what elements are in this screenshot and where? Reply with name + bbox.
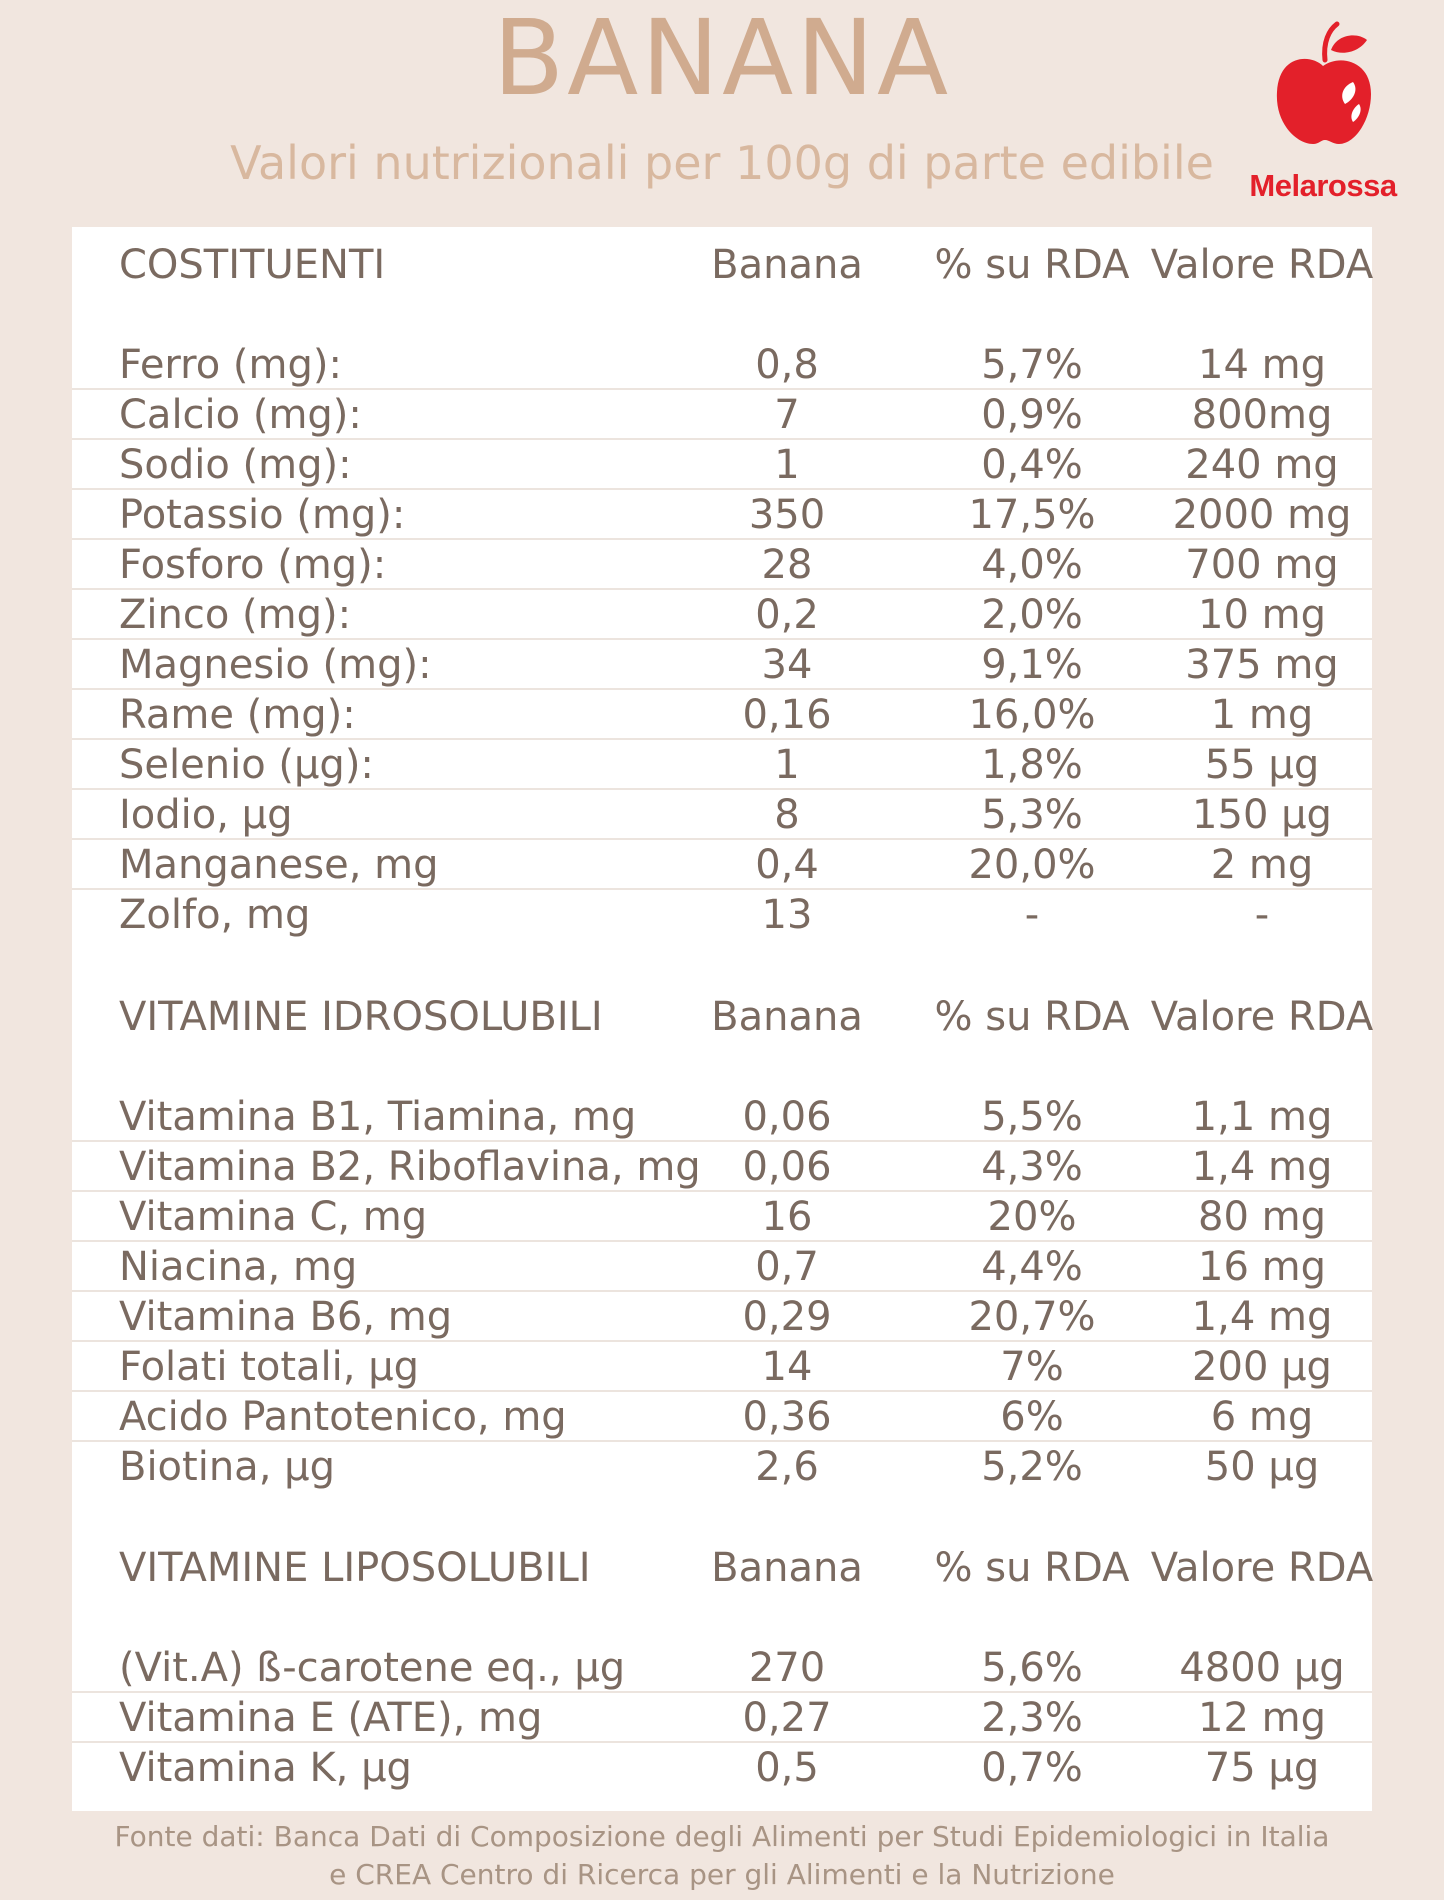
table-row [72, 790, 1372, 840]
nutrient-amount: 0,5 [755, 1745, 819, 1791]
nutrient-name: Fosforo (mg): [119, 542, 387, 588]
nutrient-rda-percent: 5,5% [981, 1094, 1083, 1140]
nutrient-name: Niacina, mg [119, 1244, 358, 1290]
nutrient-rda-value: 4800 µg [1179, 1645, 1345, 1691]
nutrient-name: Sodio (mg): [119, 442, 352, 488]
nutrient-name: Vitamina K, µg [119, 1745, 412, 1791]
table-row [72, 1342, 1372, 1392]
nutrient-amount: 0,06 [742, 1144, 832, 1190]
nutrient-rda-percent: 0,9% [981, 392, 1083, 438]
table-row [72, 1192, 1372, 1242]
nutrient-amount: 7 [774, 392, 800, 438]
nutrient-rda-percent: 20,7% [968, 1294, 1096, 1340]
nutrient-rda-value: 75 µg [1204, 1745, 1320, 1791]
column-header-banana: Banana [711, 242, 863, 288]
nutrient-amount: 0,16 [742, 692, 832, 738]
nutrient-amount: 0,2 [755, 592, 819, 638]
table-row [72, 740, 1372, 790]
nutrient-amount: 1 [774, 442, 800, 488]
nutrient-rda-value: 14 mg [1198, 342, 1326, 388]
nutrient-amount: 16 [761, 1194, 813, 1240]
nutrient-amount: 0,27 [742, 1695, 832, 1741]
nutrient-rda-percent: 4,3% [981, 1144, 1083, 1190]
nutrient-amount: 13 [761, 892, 813, 938]
nutrient-rda-percent: 16,0% [968, 692, 1096, 738]
table-row [72, 490, 1372, 540]
nutrient-name: Rame (mg): [119, 692, 356, 738]
nutrient-name: Calcio (mg): [119, 392, 362, 438]
nutrient-amount: 270 [748, 1645, 826, 1691]
column-header-rda-percent: % su RDA [934, 994, 1130, 1040]
table-row [72, 1392, 1372, 1442]
column-header-banana: Banana [711, 994, 863, 1040]
nutrient-rda-value: 2000 mg [1172, 492, 1352, 538]
nutrient-name: Manganese, mg [119, 842, 439, 888]
nutrient-name: Vitamina C, mg [119, 1194, 428, 1240]
nutrient-name: Vitamina B1, Tiamina, mg [119, 1094, 637, 1140]
nutrient-rda-percent: 7% [1000, 1344, 1064, 1390]
column-header-banana: Banana [711, 1545, 863, 1591]
nutrient-amount: 8 [774, 792, 800, 838]
table-row [72, 1142, 1372, 1192]
nutrient-amount: 1 [774, 742, 800, 788]
source-line-2: e CREA Centro di Ricerca per gli Alimenti e la Nutrizione [329, 1858, 1115, 1891]
nutrient-name: Biotina, µg [119, 1444, 335, 1490]
nutrient-rda-value: 800mg [1191, 392, 1333, 438]
nutrient-amount: 0,06 [742, 1094, 832, 1140]
source-line-1: Fonte dati: Banca Dati di Composizione degli Alimenti per Studi Epidemiologici in Italia [114, 1820, 1330, 1853]
apple-icon [1273, 20, 1373, 160]
nutrient-rda-percent: 0,7% [981, 1745, 1083, 1791]
nutrient-rda-percent: 5,2% [981, 1444, 1083, 1490]
table-row [72, 540, 1372, 590]
nutrient-rda-value: 55 µg [1204, 742, 1320, 788]
nutrient-rda-percent: 5,7% [981, 342, 1083, 388]
nutrient-rda-value: 240 mg [1185, 442, 1339, 488]
nutrient-rda-percent: - [1024, 892, 1040, 938]
nutrient-rda-value: - [1254, 892, 1270, 938]
table-row [72, 1092, 1372, 1142]
nutrient-amount: 0,7 [755, 1244, 819, 1290]
nutrient-amount: 2,6 [755, 1444, 819, 1490]
nutrient-rda-value: 10 mg [1198, 592, 1326, 638]
nutrient-name: Zolfo, mg [119, 892, 311, 938]
nutrient-rda-percent: 2,0% [981, 592, 1083, 638]
table-row [72, 1292, 1372, 1342]
nutrient-amount: 14 [761, 1344, 813, 1390]
column-header-name: COSTITUENTI [119, 242, 386, 288]
nutrient-rda-percent: 20% [987, 1194, 1077, 1240]
nutrient-amount: 28 [761, 542, 813, 588]
nutrient-amount: 0,29 [742, 1294, 832, 1340]
nutrient-rda-percent: 2,3% [981, 1695, 1083, 1741]
nutrient-rda-percent: 6% [1000, 1394, 1064, 1440]
nutrient-rda-value: 1,4 mg [1191, 1294, 1333, 1340]
column-header-rda-percent: % su RDA [934, 1545, 1130, 1591]
table-row [72, 1693, 1372, 1743]
column-header-rda-value: Valore RDA [1150, 994, 1374, 1040]
brand-name: Melarossa [1249, 168, 1397, 203]
nutrient-name: Potassio (mg): [119, 492, 406, 538]
nutrient-rda-percent: 4,0% [981, 542, 1083, 588]
table-row [72, 440, 1372, 490]
nutrient-rda-value: 375 mg [1185, 642, 1339, 688]
nutrient-name: Vitamina B6, mg [119, 1294, 453, 1340]
nutrient-rda-value: 150 µg [1192, 792, 1332, 838]
nutrient-name: Ferro (mg): [119, 342, 342, 388]
table-row [72, 840, 1372, 890]
nutrient-rda-value: 80 mg [1198, 1194, 1326, 1240]
table-row [72, 1643, 1372, 1693]
nutrient-name: Iodio, µg [119, 792, 293, 838]
nutrient-rda-value: 1,1 mg [1191, 1094, 1333, 1140]
nutrient-rda-value: 700 mg [1185, 542, 1339, 588]
table-row [72, 640, 1372, 690]
table-row [72, 340, 1372, 390]
nutrient-amount: 0,4 [755, 842, 819, 888]
page-subtitle: Valori nutrizionali per 100g di parte edibile [230, 136, 1214, 190]
nutrient-rda-value: 1 mg [1210, 692, 1314, 738]
nutrient-amount: 0,8 [755, 342, 819, 388]
section-header-costituenti [72, 240, 1372, 290]
column-header-rda-percent: % su RDA [934, 242, 1130, 288]
column-header-name: VITAMINE IDROSOLUBILI [119, 994, 603, 1040]
nutrient-name: Acido Pantotenico, mg [119, 1394, 567, 1440]
nutrient-rda-value: 6 mg [1210, 1394, 1314, 1440]
table-row [72, 390, 1372, 440]
nutrient-rda-percent: 9,1% [981, 642, 1083, 688]
nutrition-table [72, 227, 1372, 1811]
nutrient-rda-value: 12 mg [1198, 1695, 1326, 1741]
nutrient-name: Zinco (mg): [119, 592, 352, 638]
nutrient-name: Folati totali, µg [119, 1344, 420, 1390]
nutrient-rda-percent: 4,4% [981, 1244, 1083, 1290]
nutrient-rda-percent: 20,0% [968, 842, 1096, 888]
column-header-rda-value: Valore RDA [1150, 1545, 1374, 1591]
nutrient-name: Magnesio (mg): [119, 642, 432, 688]
table-row [72, 890, 1372, 940]
nutrient-name: Selenio (µg): [119, 742, 374, 788]
nutrient-rda-value: 16 mg [1198, 1244, 1326, 1290]
nutrient-rda-value: 1,4 mg [1191, 1144, 1333, 1190]
nutrient-amount: 34 [761, 642, 813, 688]
nutrient-rda-percent: 5,3% [981, 792, 1083, 838]
column-header-name: VITAMINE LIPOSOLUBILI [119, 1545, 591, 1591]
page-title: BANANA [492, 0, 952, 119]
brand-logo[interactable] [1243, 20, 1403, 203]
table-row [72, 1743, 1372, 1793]
nutrient-name: (Vit.A) ß-carotene eq., µg [119, 1645, 626, 1691]
nutrient-name: Vitamina E (ATE), mg [119, 1695, 543, 1741]
nutrient-amount: 0,36 [742, 1394, 832, 1440]
nutrient-rda-value: 200 µg [1192, 1344, 1332, 1390]
section-header-vitamine-liposolubili [72, 1543, 1372, 1593]
section-header-vitamine-idrosolubili [72, 992, 1372, 1042]
nutrient-amount: 350 [748, 492, 826, 538]
table-row [72, 590, 1372, 640]
column-header-rda-value: Valore RDA [1150, 242, 1374, 288]
nutrient-rda-percent: 1,8% [981, 742, 1083, 788]
table-row [72, 690, 1372, 740]
nutrient-rda-value: 50 µg [1204, 1444, 1320, 1490]
nutrient-rda-percent: 5,6% [981, 1645, 1083, 1691]
data-source-note [0, 1818, 1444, 1894]
nutrient-name: Vitamina B2, Riboflavina, mg [119, 1144, 701, 1190]
nutrient-rda-percent: 17,5% [968, 492, 1096, 538]
table-row [72, 1442, 1372, 1492]
nutrient-rda-value: 2 mg [1210, 842, 1314, 888]
table-row [72, 1242, 1372, 1292]
nutrient-rda-percent: 0,4% [981, 442, 1083, 488]
